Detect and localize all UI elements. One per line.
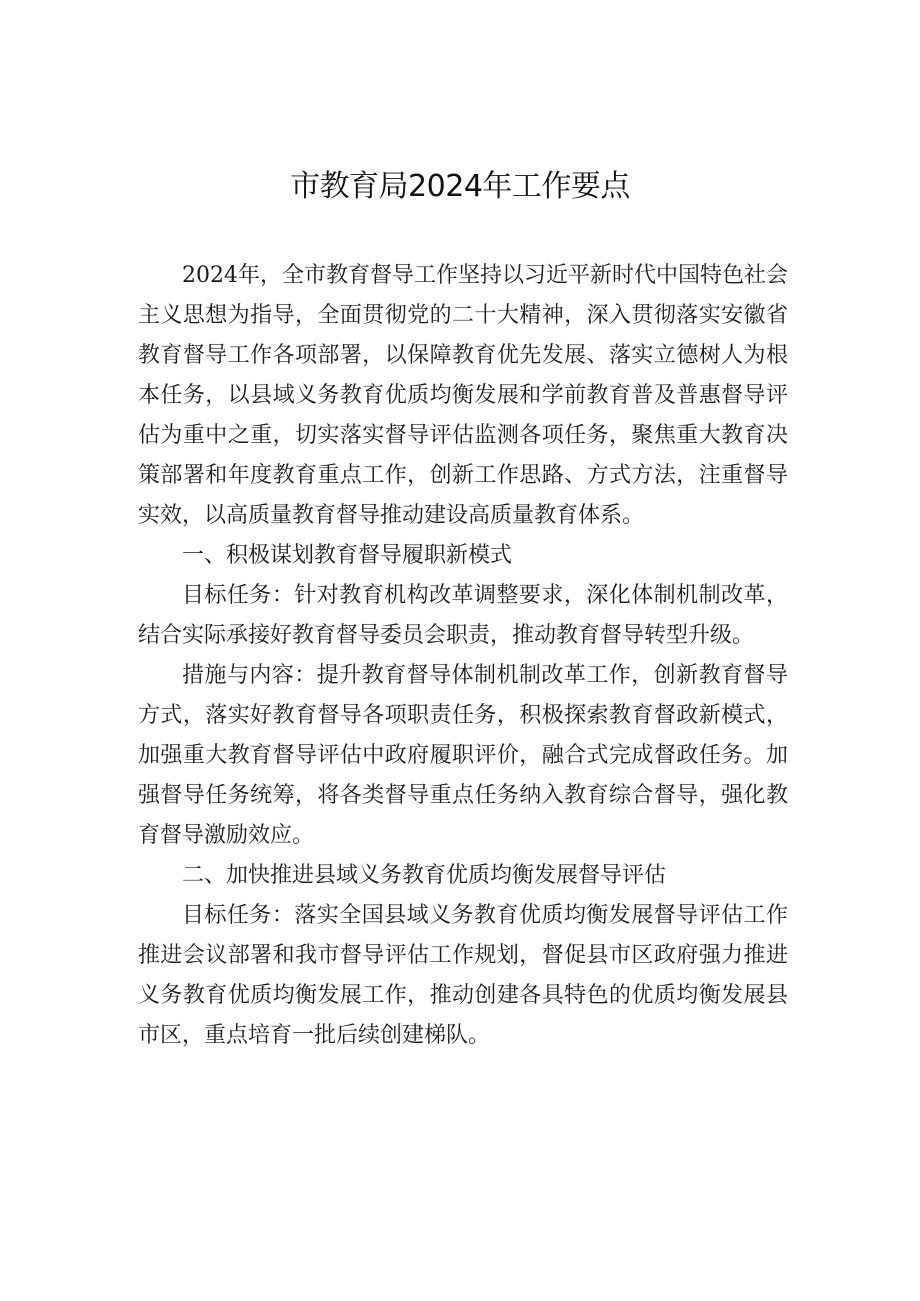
section-1-heading: 一、积极谋划教育督导履职新模式 [182,543,513,568]
section-2-heading: 二、加快推进县域义务教育优质均衡发展督导评估 [182,863,667,888]
section-1-goal: 目标任务：针对教育机构改革调整要求，深化体制机制改革，结合实际承接好教育督导委员会职责，推动教育督导转型升级。 [138,583,788,648]
intro-paragraph: 2024年，全市教育督导工作坚持以习近平新时代中国特色社会主义思想为指导，全面贯彻党的二十大精神，深入贯彻落实安徽省教育督导工作各项部署，以保障教育优先发展、落实立德树人为根本任务，以县域义务教育优质均衡发展和学前教育普及普惠督导评估为重中之重，切实落实督导评估监测各项任务，聚焦重大教育决策部署和年度教育重点工作，创新工作思路、方式方法，注重督导实效，以高质量教育督导推动建设高质量教育体系。 [138,263,788,528]
section-2-goal: 目标任务：落实全国县域义务教育优质均衡发展督导评估工作推进会议部署和我市督导评估工作规划，督促县市区政府强力推进义务教育优质均衡发展工作，推动创建各具特色的优质均衡发展县市区，重点培育一批后续创建梯队。 [138,903,788,1048]
document-body [138,256,788,1056]
document-title: 市教育局2024年工作要点 [290,169,630,204]
section-1-measures: 措施与内容：提升教育督导体制机制改革工作，创新教育督导方式，落实好教育督导各项职责任务，积极探索教育督政新模式，加强重大教育督导评估中政府履职评价，融合式完成督政任务。加强督导任务统筹，将各类督导重点任务纳入教育综合督导，强化教育督导激励效应。 [138,663,788,848]
